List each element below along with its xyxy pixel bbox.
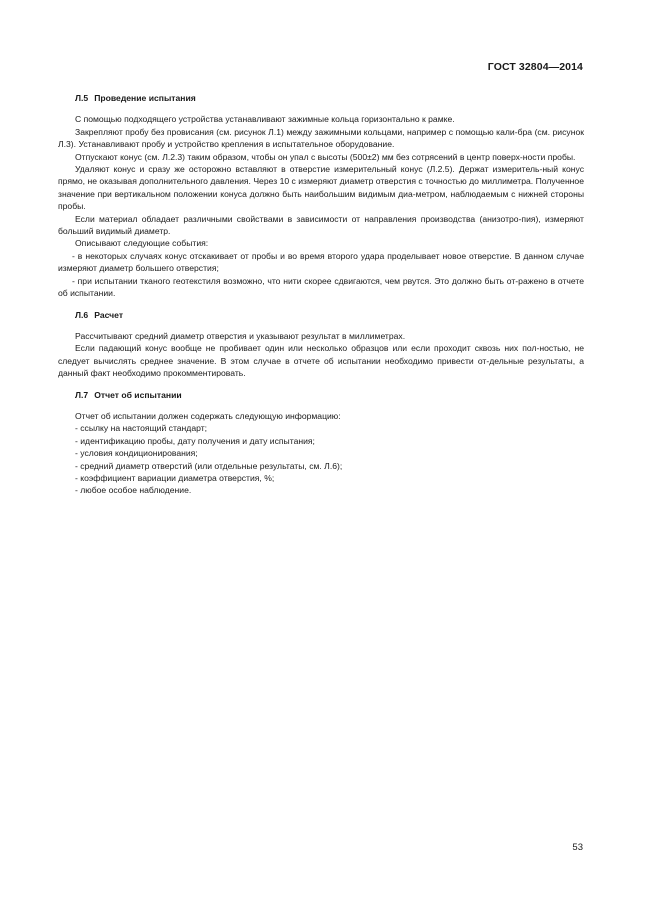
paragraph: Рассчитывают средний диаметр отверстия и указывают результат в миллиметрах. bbox=[75, 330, 406, 341]
section-number: Л.5 bbox=[75, 93, 89, 103]
paragraph: Если падающий конус вообще не пробивает один или несколько образцов или если проходит сквозь них пол-ностью, не следует вычислять среднее значение. В этом случае в отчете об испытании необходимо привести от-дельные результаты, а данный факт необходимо прокомментировать. bbox=[58, 343, 584, 379]
paragraph: Отпускают конус (см. Л.2.3) таким образом, чтобы он упал с высоты (500±2) мм без сотрясений в центр поверх-ности пробы. bbox=[75, 151, 576, 162]
page-number: 53 bbox=[572, 842, 583, 853]
section-heading-l5 bbox=[58, 92, 584, 104]
section-number: Л.6 bbox=[75, 309, 89, 320]
list-item: - средний диаметр отверстий (или отдельные результаты, см. Л.6); bbox=[75, 460, 343, 471]
paragraph: Описывают следующие события: bbox=[75, 238, 209, 249]
paragraph: С помощью подходящего устройства устанавливают зажимные кольца горизонтально к рамке. bbox=[75, 114, 455, 125]
list-item: - идентификацию пробы, дату получения и дату испытания; bbox=[75, 435, 315, 446]
list-item: - условия кондиционирования; bbox=[75, 448, 198, 459]
paragraph: Закрепляют пробу без провисания (см. рисунок Л.1) между зажимными кольцами, например с помощью кали-бра (см. рисунок Л.3). Устанавливают пробу и устройство крепления в испытательное оборудование. bbox=[58, 126, 584, 150]
list-item: - в некоторых случаях конус отскакивает от пробы и во время второго удара проделывает новое отверстие. В данном случае измеряют диаметр большего отверстия; bbox=[58, 250, 584, 274]
section-number: Л.7 bbox=[75, 389, 89, 400]
section-heading-l7 bbox=[58, 389, 584, 401]
page-content bbox=[58, 92, 584, 497]
section-title: Отчет об испытании bbox=[94, 389, 182, 400]
paragraph: Если материал обладает различными свойствами в зависимости от направления производства (анизотро-пия), измеряют больший видимый диаметр. bbox=[58, 213, 584, 237]
list-item: - коэффициент вариации диаметра отверстия, %; bbox=[75, 472, 275, 483]
section-title: Расчет bbox=[94, 309, 124, 320]
section-title: Проведение испытания bbox=[94, 93, 196, 103]
document-number: ГОСТ 32804—2014 bbox=[487, 61, 583, 73]
paragraph: Отчет об испытании должен содержать следующую информацию: bbox=[75, 410, 341, 421]
list-item: - при испытании тканого геотекстиля возможно, что нити скорее сдвигаются, чем рвутся. Это должно быть от-ражено в отчете об испытании. bbox=[58, 275, 584, 299]
section-heading-l6 bbox=[58, 309, 584, 321]
paragraph: Удаляют конус и сразу же осторожно вставляют в отверстие измерительный конус (Л.2.5). Держат измеритель-ный конус прямо, не оказывая дополнительного давления. Через 10 с измеряют диаметр отверстия с точностью до миллиметра. Полученное значение при вертикальном положении конуса должно быть наибольшим видимым диа-метром, наблюдаемым с нижней стороны пробы. bbox=[58, 164, 584, 212]
list-item: - любое особое наблюдение. bbox=[75, 485, 192, 496]
list-item: - ссылку на настоящий стандарт; bbox=[75, 423, 208, 434]
